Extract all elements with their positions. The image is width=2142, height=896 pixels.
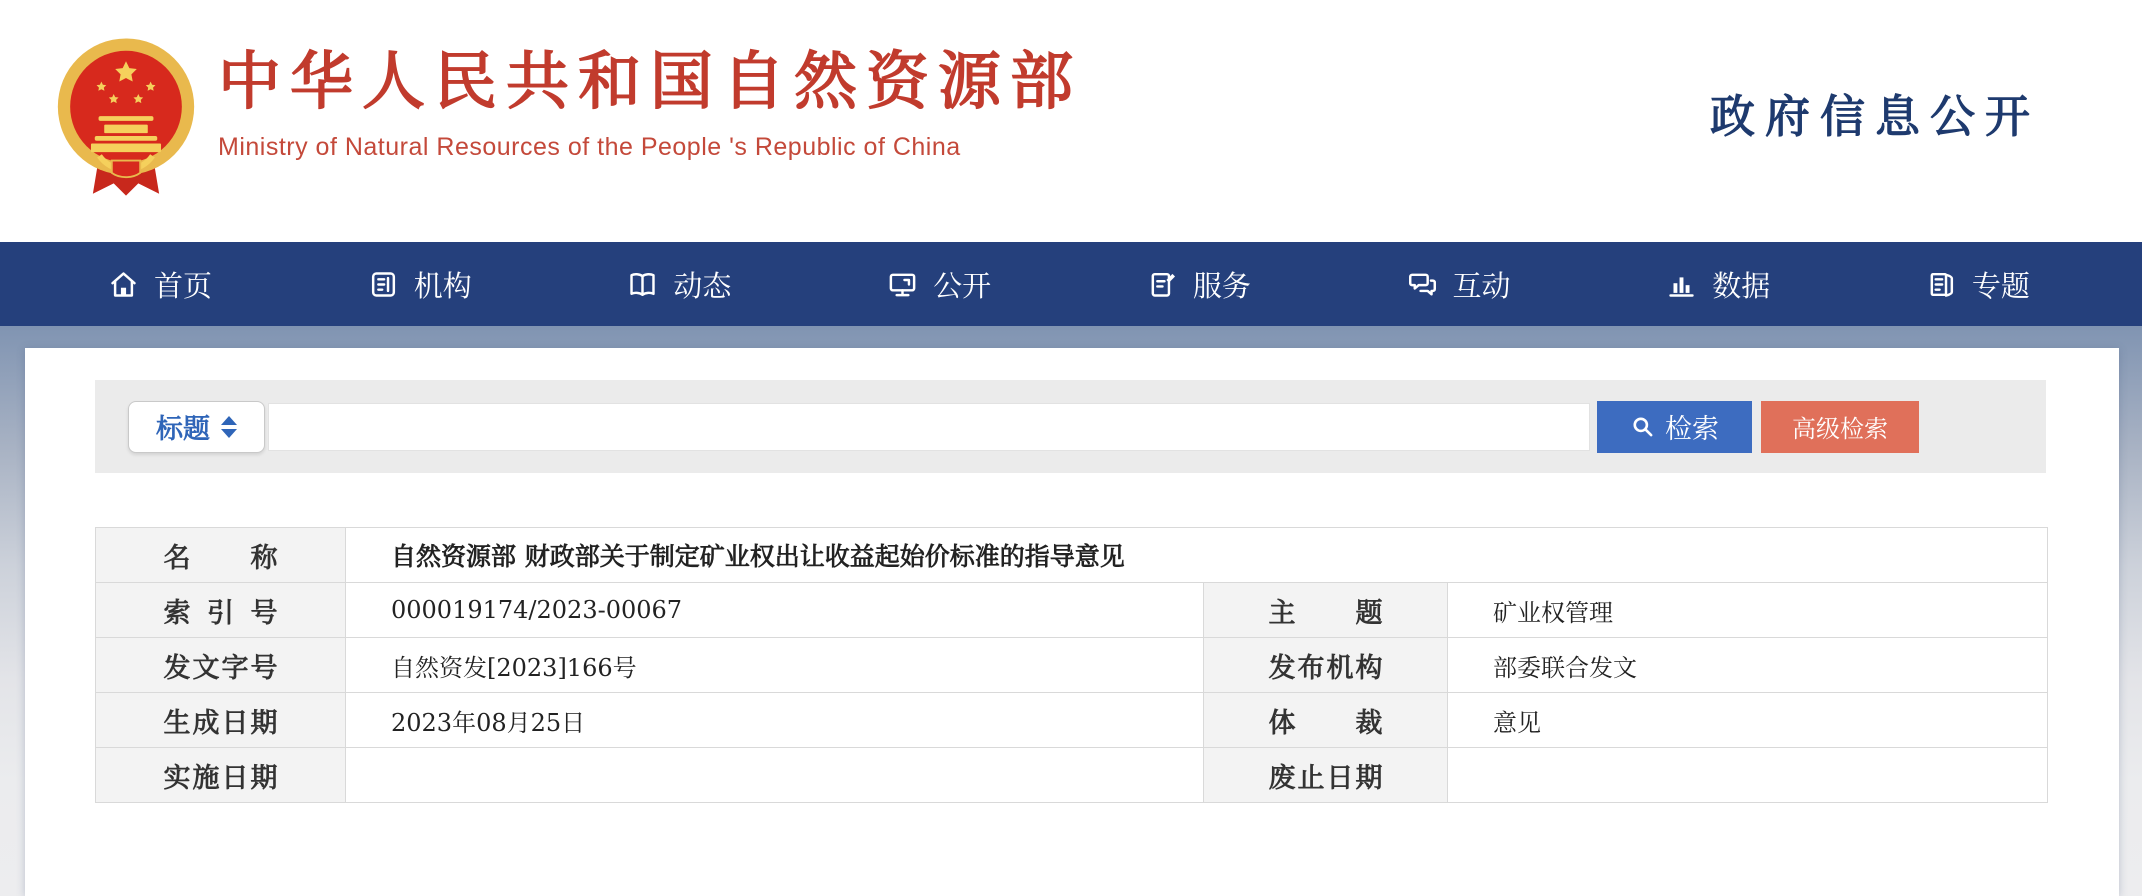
disclosure-icon bbox=[887, 269, 918, 300]
topics-icon bbox=[1926, 269, 1957, 300]
field-label bbox=[1204, 638, 1448, 693]
field-value: 意见 bbox=[1448, 693, 2048, 748]
search-input[interactable] bbox=[268, 403, 1590, 451]
field-label-text: 发文字号 bbox=[163, 652, 278, 684]
advanced-search-label: 高级检索 bbox=[1792, 416, 1888, 443]
nav-item-label: 服务 bbox=[1192, 270, 1251, 303]
interaction-icon bbox=[1407, 269, 1438, 300]
field-label bbox=[96, 583, 346, 638]
document-info-table bbox=[95, 527, 2048, 803]
nav-item-label: 数据 bbox=[1712, 270, 1771, 303]
field-value: 000019174/2023-00067 bbox=[346, 583, 1204, 638]
site-title: 中华人民共和国自然资源部 bbox=[218, 47, 1082, 117]
field-value: 自然资发[2023]166号 bbox=[346, 638, 1204, 693]
page-section-title: 政府信息公开 bbox=[1709, 90, 2040, 143]
field-value: 2023年08月25日 bbox=[346, 693, 1204, 748]
field-label-text: 实施日期 bbox=[163, 762, 278, 794]
field-value: 部委联合发文 bbox=[1448, 638, 2048, 693]
advanced-search-button[interactable] bbox=[1761, 401, 1919, 453]
nav-item-公开[interactable] bbox=[887, 264, 991, 305]
content-panel bbox=[25, 348, 2119, 896]
search-button[interactable] bbox=[1597, 401, 1752, 453]
field-label-text: 主题 bbox=[1268, 597, 1383, 629]
title-block bbox=[218, 48, 1082, 162]
organization-icon bbox=[368, 269, 399, 300]
field-label-text: 生成日期 bbox=[163, 707, 278, 739]
search-section bbox=[95, 380, 2046, 473]
national-emblem-icon bbox=[55, 32, 197, 204]
field-label-text: 发布机构 bbox=[1268, 652, 1383, 684]
field-value bbox=[346, 748, 1204, 803]
table-row bbox=[96, 748, 2048, 803]
search-field-select[interactable] bbox=[128, 401, 265, 453]
field-value: 矿业权管理 bbox=[1448, 583, 2048, 638]
nav-item-动态[interactable] bbox=[627, 264, 731, 305]
site-header bbox=[0, 0, 2142, 242]
field-label-text: 名称 bbox=[163, 542, 278, 574]
search-icon bbox=[1630, 414, 1656, 440]
field-label bbox=[96, 528, 346, 583]
site-subtitle-english: Ministry of Natural Resources of the People 's Republic of China bbox=[218, 133, 961, 162]
field-label bbox=[1204, 583, 1448, 638]
search-field-selected-value: 标题 bbox=[156, 414, 210, 444]
table-row bbox=[96, 693, 2048, 748]
field-value bbox=[1448, 748, 2048, 803]
nav-item-label: 专题 bbox=[1971, 270, 2030, 303]
nav-item-首页[interactable] bbox=[108, 264, 212, 305]
nav-item-label: 动态 bbox=[673, 270, 732, 303]
table-row bbox=[96, 528, 2048, 583]
field-label bbox=[1204, 693, 1448, 748]
field-value: 自然资源部 财政部关于制定矿业权出让收益起始价标准的指导意见 bbox=[346, 528, 2048, 583]
nav-item-label: 机构 bbox=[413, 270, 472, 303]
nav-item-label: 公开 bbox=[933, 270, 992, 303]
select-spinner-icon bbox=[221, 416, 237, 438]
nav-item-服务[interactable] bbox=[1147, 264, 1251, 305]
field-label bbox=[1204, 748, 1448, 803]
search-button-label: 检索 bbox=[1665, 414, 1719, 444]
service-icon bbox=[1147, 269, 1178, 300]
nav-item-专题[interactable] bbox=[1926, 264, 2030, 305]
nav-item-数据[interactable] bbox=[1666, 264, 1770, 305]
field-label bbox=[96, 638, 346, 693]
home-icon bbox=[108, 269, 139, 300]
table-row bbox=[96, 638, 2048, 693]
main-nav bbox=[0, 242, 2142, 326]
field-label-text: 体裁 bbox=[1268, 707, 1383, 739]
field-label bbox=[96, 693, 346, 748]
nav-item-机构[interactable] bbox=[368, 264, 472, 305]
news-icon bbox=[627, 269, 658, 300]
data-icon bbox=[1666, 269, 1697, 300]
nav-item-互动[interactable] bbox=[1407, 264, 1511, 305]
nav-item-label: 首页 bbox=[154, 270, 213, 303]
table-row bbox=[96, 583, 2048, 638]
field-label-text: 废止日期 bbox=[1268, 762, 1383, 794]
field-label bbox=[96, 748, 346, 803]
field-label-text: 索引号 bbox=[163, 597, 278, 629]
nav-item-label: 互动 bbox=[1452, 270, 1511, 303]
